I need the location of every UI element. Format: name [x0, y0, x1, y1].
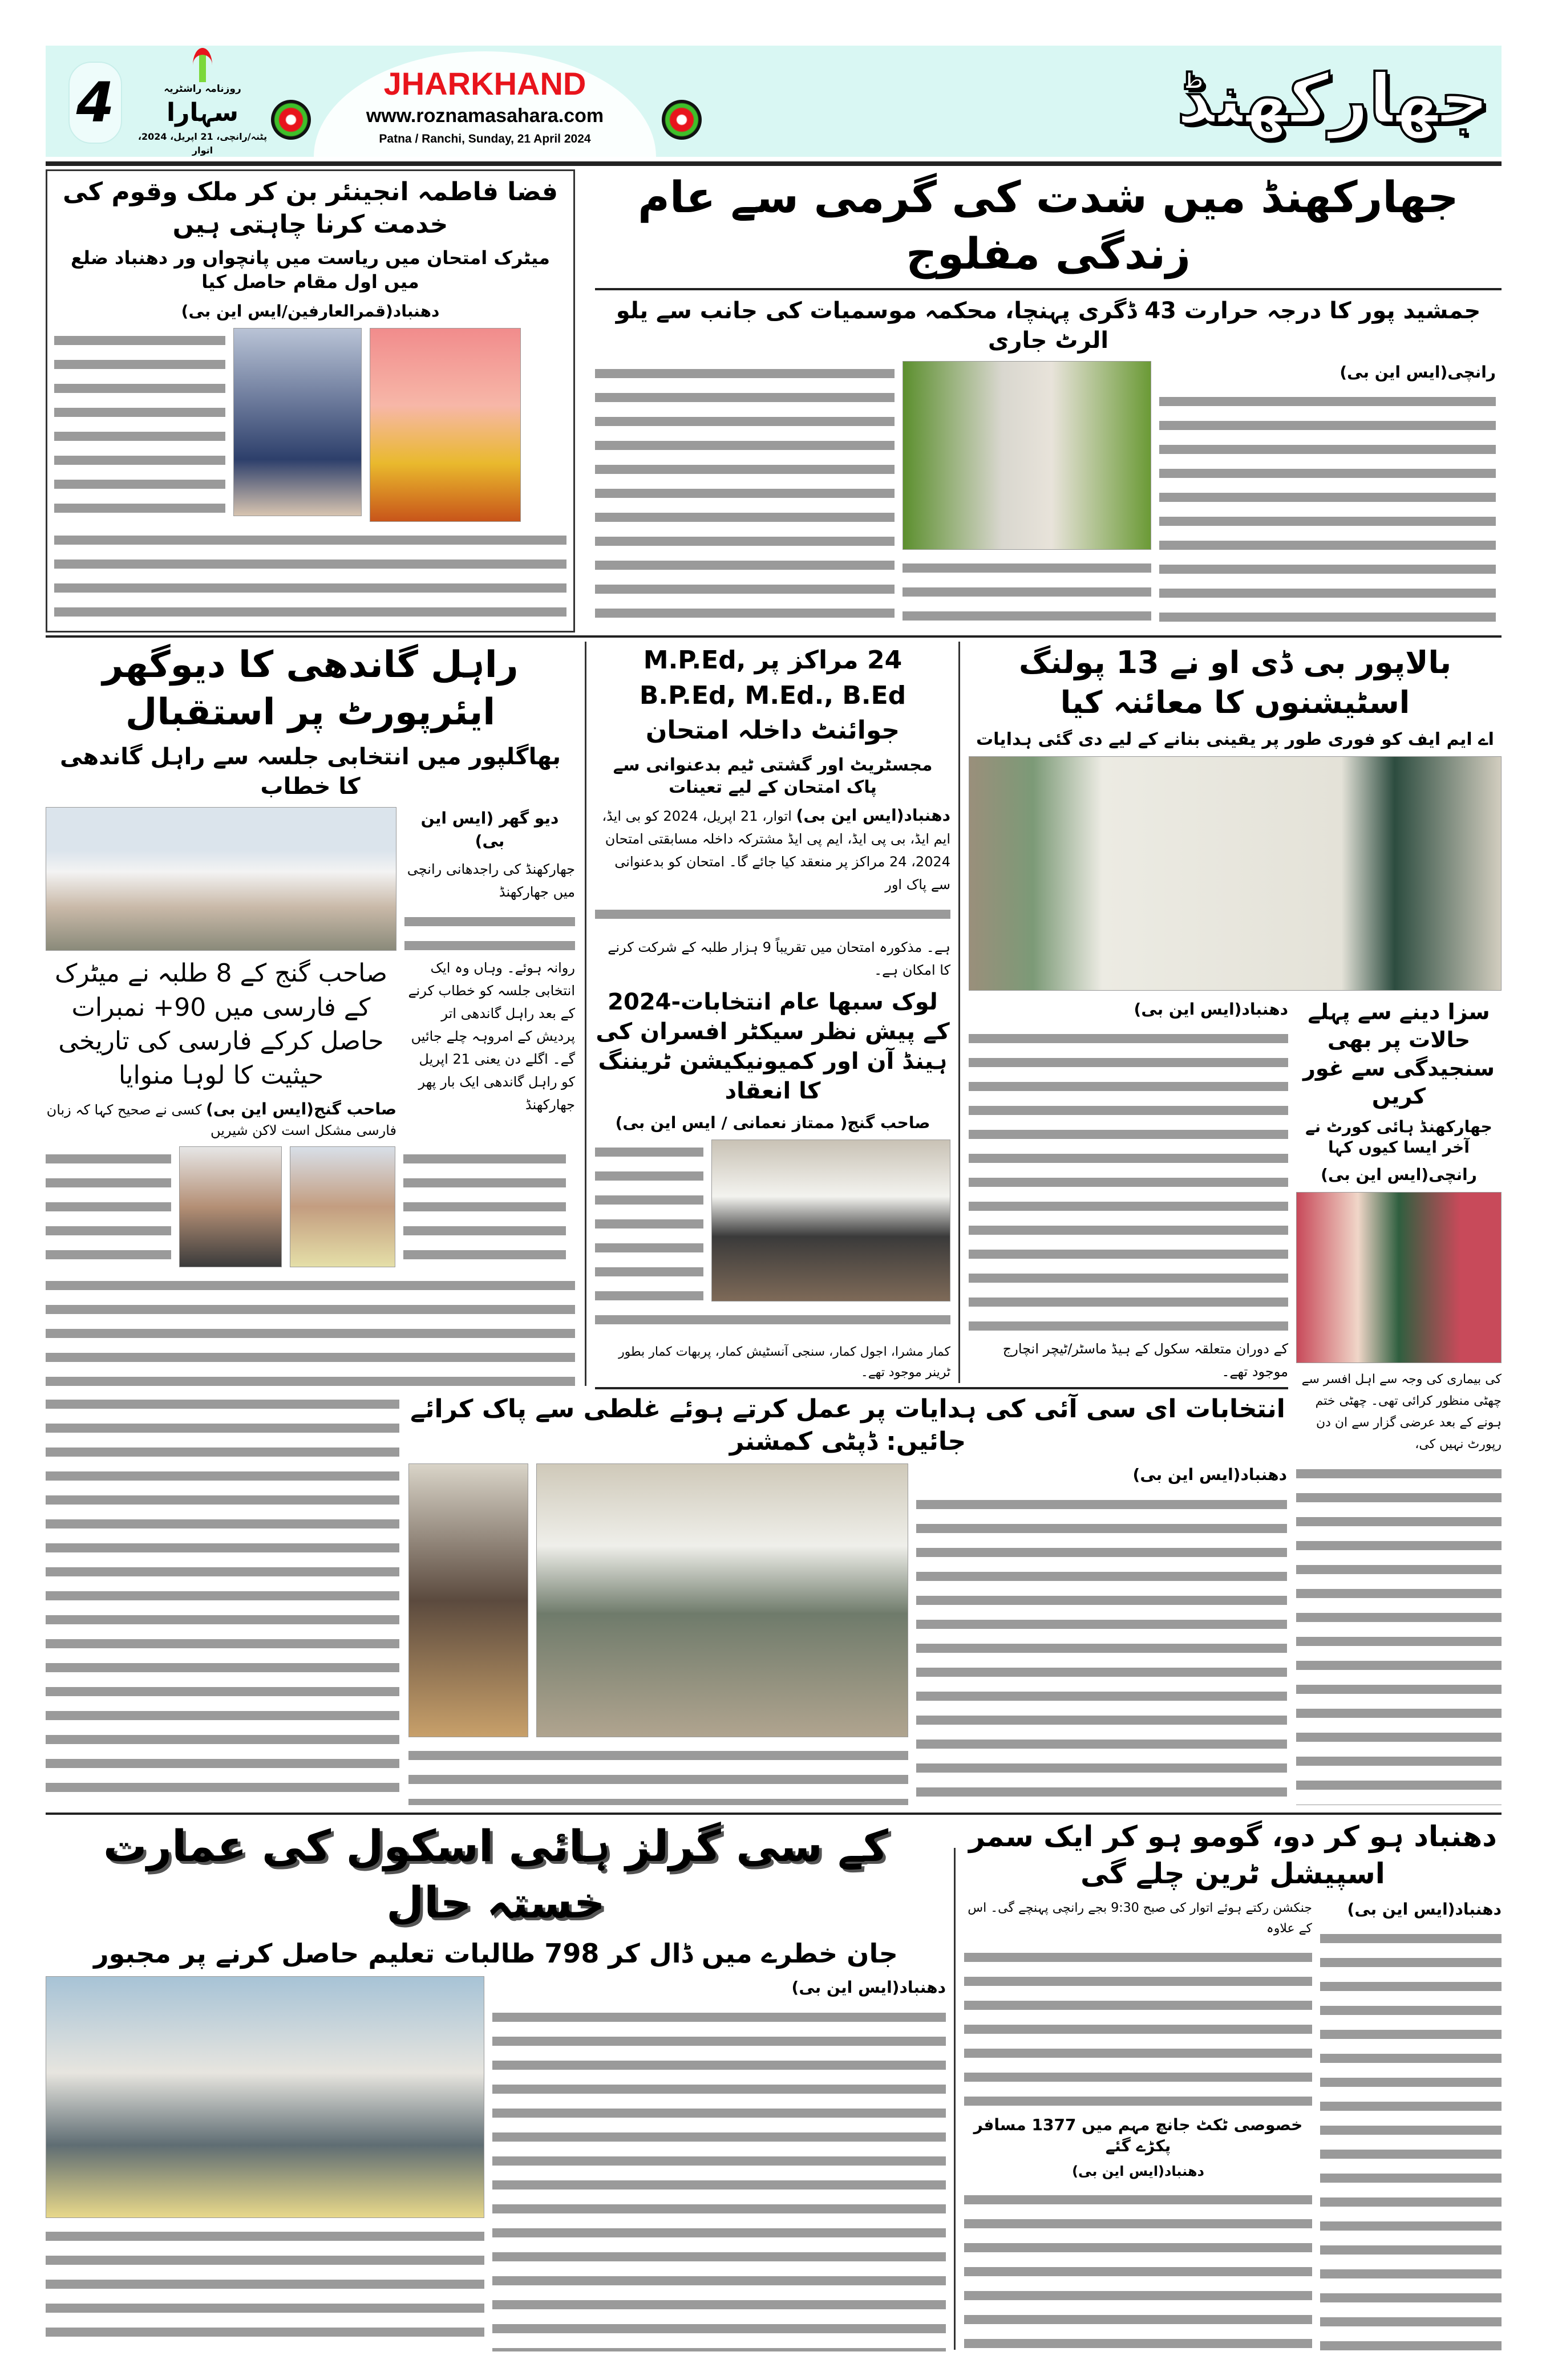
story-heat-subheadline: جمشید پور کا درجہ حرارت 43 ڈگری پہنچا، محکمہ موسمیات کی جانب سے یلو الرٹ جاری — [616, 297, 1481, 354]
story-balapur — [969, 643, 1502, 991]
story-balapur-dateline: دھنباد(ایس این بی) — [1134, 1000, 1288, 1019]
story-farsi-body-lower — [46, 1273, 575, 1386]
story-farsi-headline[interactable]: صاحب گنج کے 8 طلبہ نے میٹرک کے فارسی میں 90+ نمبرات حاصل کرکے فارسی کی تاریخی حیثیت کا لوہا منوایا — [55, 959, 387, 1090]
story-loksabha-body-left — [595, 1140, 703, 1302]
story-court-subheadline: جھارکھنڈ ہائی کورٹ نے آخر ایسا کیوں کہا — [1305, 1117, 1492, 1157]
story-farsi-dateline: صاحب گنج(ایس این بی) — [206, 1099, 396, 1118]
logo-emblem-icon — [193, 48, 212, 82]
story-heat-body-mid — [903, 556, 1151, 632]
story-train-subheadline: خصوصی ٹکٹ جانچ مہم میں 1377 مسافر پکڑے گئے — [973, 2115, 1303, 2155]
story-bed-body-cont — [595, 902, 950, 931]
story-farsi-body: کسی نے صحیح کہا کہ زبان فارسی مشکل است لاکن شیریں — [46, 1101, 396, 1139]
story-fiza-box — [46, 169, 575, 632]
story-bed-headline[interactable]: 24 مراکز پر M.P.Ed, B.P.Ed, M.Ed., B.Ed جوائنٹ داخلہ امتحان — [639, 646, 906, 745]
eci-rule — [595, 1387, 1288, 1389]
story-fiza-body-left — [54, 328, 225, 522]
story-heat-body — [1159, 389, 1496, 632]
story-bed-dateline: دھنباد(ایس این بی) — [796, 805, 950, 825]
column-rule — [958, 642, 960, 1383]
story-balapur-text — [969, 998, 1288, 1383]
english-date: Patna / Ranchi, Sunday, 21 April 2024 — [379, 132, 591, 145]
section-rule-1 — [46, 635, 1502, 638]
story-balapur-subheadline: اے ایم ایف کو فوری طور پر یقینی بنانے کے لیے دی گئی ہدایات — [976, 729, 1494, 750]
story-rahul-headline[interactable]: راہل گاندھی کا دیوگھر ایئرپورٹ پر استقبال — [102, 644, 519, 734]
story-court-body-cont — [1296, 1461, 1502, 1805]
story-bed-text: اتوار، 21 اپریل، 2024 کو بی ایڈ، ایم ایڈ، بی پی ایڈ، ایم پی ایڈ مشترکہ داخلہ مسابقتی امتحان 2024، 24 مراکز پر منعقد کیا جائے گا۔ امتحان کو بدعنوانی سے پاک اور — [602, 808, 950, 893]
masthead-rule — [46, 161, 1502, 166]
urdu-date: پٹنہ/رانچی، 21 اپریل، 2024، اتوار — [137, 131, 268, 156]
story-school-headline[interactable]: کے سی گرلز ہائی اسکول کی عمارت خستہ حال — [103, 1821, 889, 1928]
story-bed-subheadline: مجسٹریٹ اور گشتی ٹیم بدعنوانی سے پاک امتحان کے لیے تعینات — [613, 755, 933, 797]
story-rahul-dateline: دیو گھر (ایس این بی) — [420, 809, 559, 850]
story-court-headline[interactable]: سزا دینے سے پہلے حالات پر بھی سنجیدگی سے غور کریں — [1302, 999, 1495, 1109]
story-train-dateline: دھنباد(ایس این بی) — [1347, 1900, 1502, 1919]
photo-fiza-fatima — [370, 328, 521, 522]
section-title-ur: جھارکھنڈ — [1176, 60, 1489, 139]
story-farsi-lower — [46, 1392, 399, 1805]
photo-school-building — [46, 1976, 484, 2218]
story-balapur-body — [969, 1026, 1288, 1332]
story-eci-dateline: دھنباد(ایس این بی) — [1132, 1465, 1287, 1485]
story-school-dateline: دھنباد(ایس این بی) — [791, 1978, 946, 1997]
story-school — [46, 1818, 946, 2351]
story-heat-body-left — [595, 361, 895, 632]
story-heat — [595, 169, 1502, 632]
photo-polling-inspection — [969, 756, 1502, 991]
photo-high-court — [1296, 1192, 1502, 1363]
story-fiza-dateline: دھنباد(قمرالعارفین/ایس این بی) — [181, 301, 440, 321]
story-court-body: کی بیماری کی وجہ سے اہل افسر سے چھٹی منظور کرائی تھی۔ چھٹی ختم ہونے کے بعد عرضی گزار سے ان دن رپورٹ نہیں کی، — [1301, 1372, 1502, 1451]
story-rahul-body: جھارکھنڈ کی راجدھانی رانچی میں جھارکھنڈ — [407, 861, 575, 900]
story-loksabha-body — [595, 1307, 950, 1336]
website-url[interactable]: www.roznamasahara.com — [366, 105, 604, 127]
story-train — [964, 1818, 1502, 2351]
story-loksabha-closing: کمار مشرا، اجول کمار، سنجی آنسٹیش کمار، پربھات کمار بطور ٹرینر موجود تھے۔ — [618, 1345, 950, 1380]
photo-fiza-father — [233, 328, 362, 516]
story-bed-closing: ہے۔ مذکورہ امتحان میں تقریباً 9 ہزار طلبہ کے شرکت کرنے کا امکان ہے۔ — [608, 939, 950, 979]
photo-heat-woman — [903, 361, 1151, 550]
story-court — [1296, 998, 1502, 1805]
story-school-subheadline: جان خطرے میں ڈال کر 798 طالبات تعلیم حاصل کرنے پر مجبور — [94, 1937, 898, 1969]
story-rahul-subheadline: بھاگلپور میں انتخابی جلسہ سے راہل گاندھی کا خطاب — [59, 744, 561, 800]
story-train-dateline2: دھنباد(ایس این بی) — [1072, 2163, 1204, 2180]
story-train-body: جنکشن رکتے ہوئے اتوار کی صبح 9:30 بجے رانچی پہنچے گی۔ اس کے علاوہ — [968, 1901, 1312, 1936]
story-rahul — [46, 642, 575, 1386]
column-rule — [954, 1848, 956, 2350]
story-farsi-body-bottom — [46, 1392, 399, 1805]
story-train-body-left — [964, 1945, 1312, 2109]
story-train-headline[interactable]: دھنباد ہو کر دو، گومو ہو کر ایک سمر اسپیشل ٹرین چلے گی — [969, 1820, 1497, 1890]
sun-emblem-icon — [271, 100, 311, 140]
story-farsi-body-left — [46, 1146, 171, 1267]
story-heat-dateline: رانچی(ایس این بی) — [1339, 362, 1496, 382]
story-court-dateline: رانچی(ایس این بی) — [1321, 1165, 1477, 1185]
story-bed-body — [595, 804, 950, 896]
story-fiza-body-lower — [54, 528, 566, 624]
story-loksabha-dateline: صاحب گنج( ممتاز نعمانی / ایس این بی) — [615, 1113, 930, 1133]
story-eci — [408, 1393, 1287, 1805]
story-balapur-headline[interactable]: بالاپور بی ڈی او نے 13 پولنگ اسٹیشنوں کا معائنہ کیا — [1018, 644, 1452, 721]
photo-training-session — [711, 1140, 950, 1302]
photo-student-1 — [179, 1146, 282, 1267]
section-rule-2 — [46, 1813, 1502, 1815]
photo-student-2 — [290, 1146, 395, 1267]
story-bed — [595, 643, 950, 1383]
story-school-body-lower — [46, 2224, 484, 2351]
story-train-body-right — [1320, 1926, 1502, 2351]
story-school-body — [492, 2005, 946, 2351]
story-rahul-body2: روانہ ہوئے۔ وہاں وہ ایک انتخابی جلسہ کو خطاب کرنے کے بعد راہل گاندھی اتر پردیش کے امروہہ چلے جائیں گے۔ اگلے دن یعنی 21 اپریل کو راہل گاندھی ایک بار پھر جھارکھنڈ — [408, 960, 575, 1113]
page-number-badge — [68, 62, 122, 144]
story-rahul-body-cont — [404, 909, 575, 951]
page-number: 4 — [76, 71, 115, 135]
story-loksabha-headline[interactable]: لوک سبھا عام انتخابات-2024 کے پیش نظر سیکٹر افسران کی ہینڈ آن اور کمیونیکیشن ٹریننگ کا انعقاد — [596, 989, 950, 1105]
paper-logo — [137, 48, 268, 157]
masthead — [46, 46, 1502, 157]
photo-rahul-airport — [46, 807, 396, 951]
story-eci-body-right — [916, 1492, 1287, 1805]
story-heat-headline[interactable]: جھارکھنڈ میں شدت کی گرمی سے عام زندگی مفلوج — [638, 172, 1459, 279]
story-farsi-body-cont — [403, 1146, 566, 1267]
photo-eci-training-2 — [536, 1463, 908, 1737]
story-fiza-headline[interactable]: فضا فاطمہ انجینئر بن کر ملک وقوم کی خدمت کرنا چاہتی ہیں — [63, 177, 558, 240]
story-train-body-lower — [964, 2187, 1312, 2351]
story-eci-headline[interactable]: انتخابات ای سی آئی کی ہدایات پر عمل کرتے ہوئے غلطی سے پاک کرائے جائیں: ڈپٹی کمشنر — [410, 1394, 1285, 1457]
heat-rule — [595, 288, 1502, 290]
story-eci-caption — [408, 1743, 908, 1805]
story-farsi-byline — [46, 1098, 396, 1141]
photo-eci-training-1 — [408, 1463, 528, 1737]
story-balapur-closing: کے دوران متعلقہ سکول کے ہیڈ ماسٹر/ٹیچر انچارج موجود تھے۔ — [1002, 1341, 1288, 1380]
story-fiza-subheadline: میٹرک امتحان میں ریاست میں پانچواں ور دھنباد ضلع میں اول مقام حاصل کیا — [71, 247, 550, 293]
column-rule — [585, 642, 586, 1386]
paper-name: سہارا — [167, 98, 238, 127]
sun-emblem-icon — [662, 100, 702, 140]
paper-tagline: روزنامہ راشٹریہ — [164, 83, 241, 95]
section-title-en: JHARKHAND — [383, 66, 586, 102]
